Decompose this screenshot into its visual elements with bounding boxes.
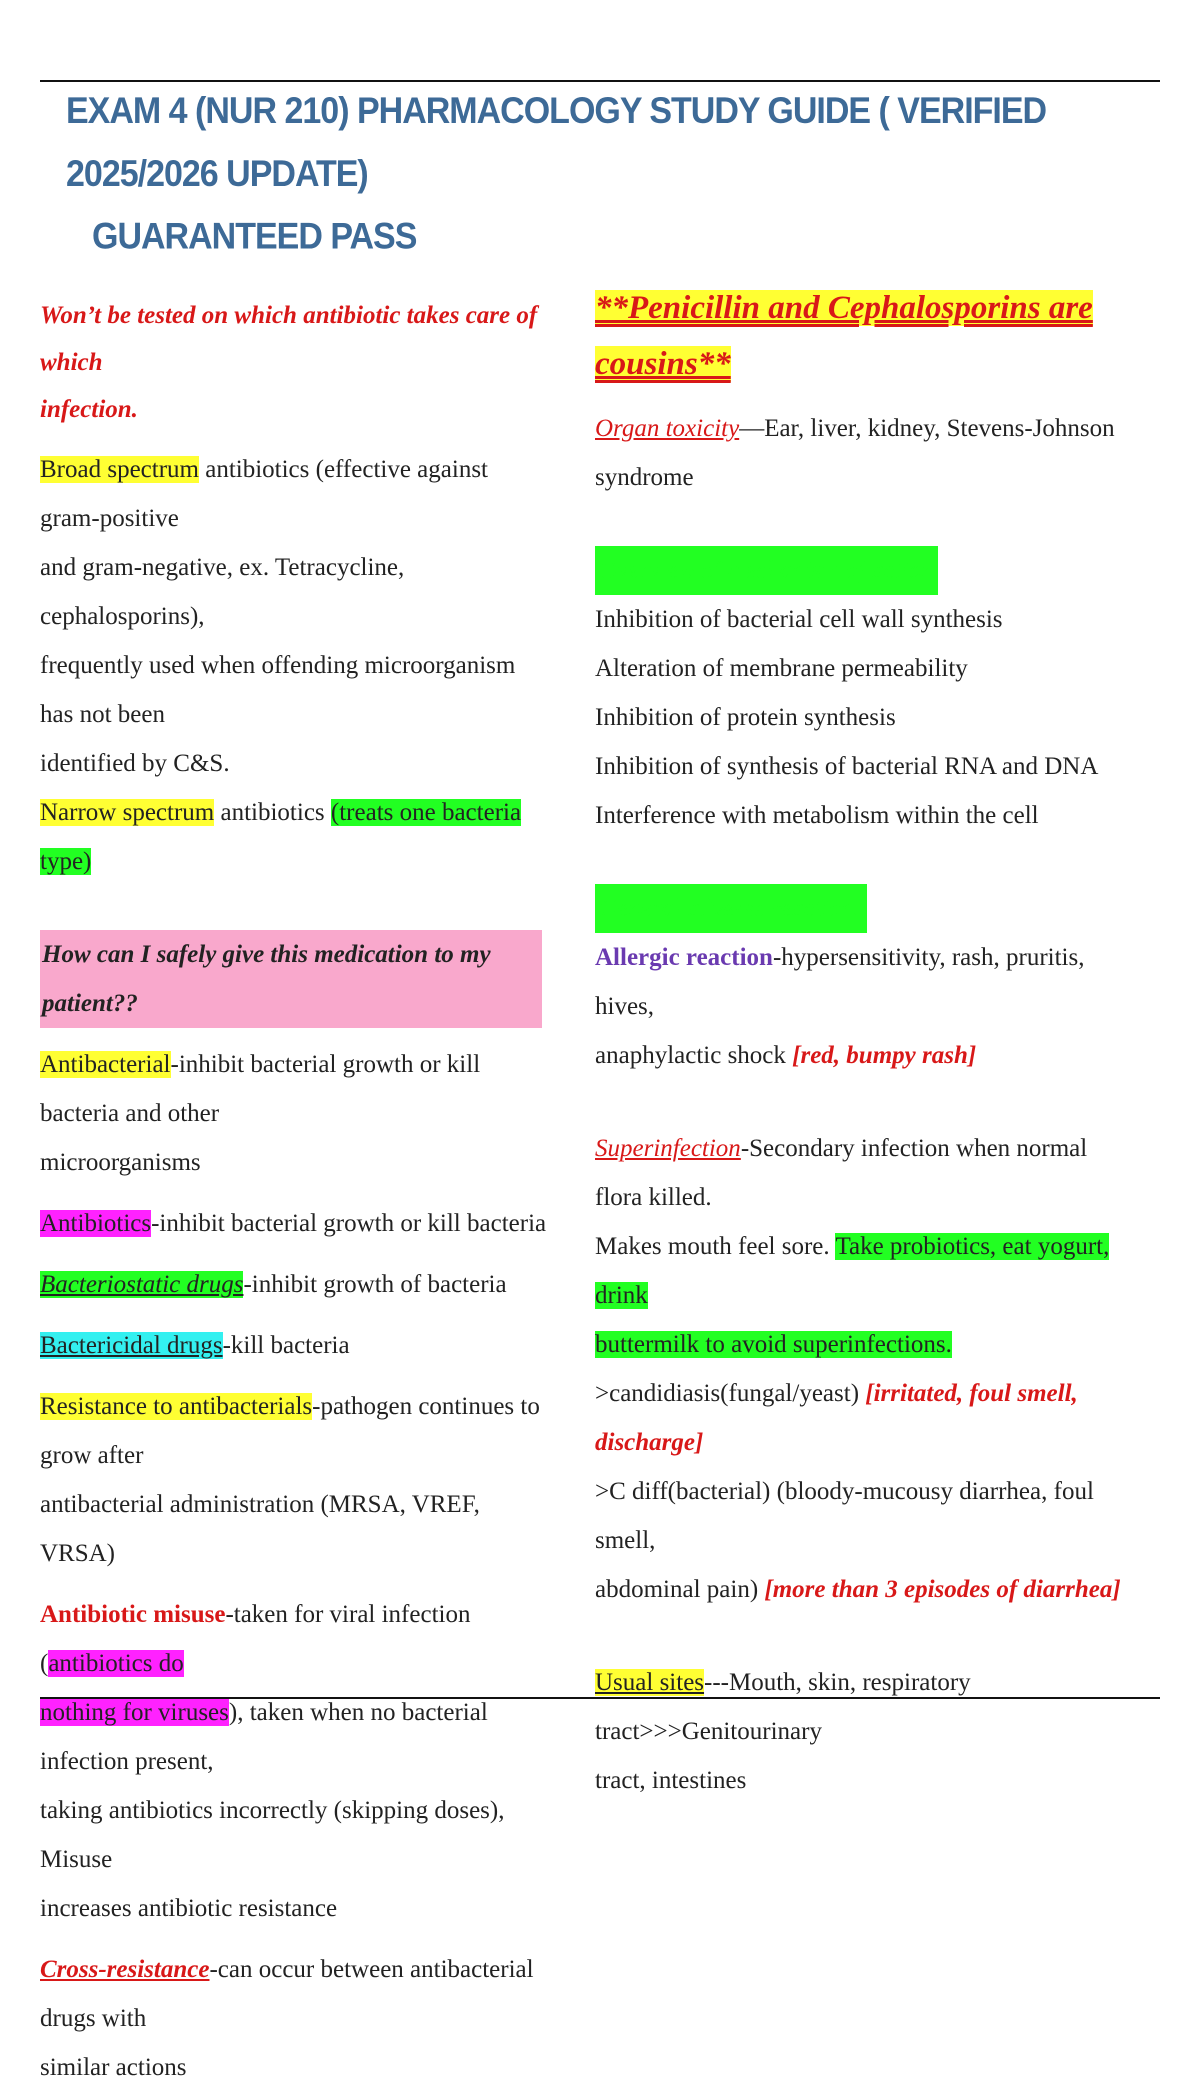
title-line-1: EXAM 4 (NUR 210) PHARMACOLOGY STUDY GUIDE ( VERIFIED 2025/2026 UPDATE) bbox=[66, 90, 1047, 195]
right-column bbox=[595, 280, 1125, 1805]
usual-line-2: tract, intestines bbox=[595, 1767, 747, 1794]
left-column bbox=[40, 292, 550, 2092]
safety-question bbox=[40, 930, 550, 1028]
allergic-line-1: -hypersensitivity, rash, pruritis, hives, bbox=[595, 944, 1085, 1020]
candida-note: [irritated, foul smell, discharge] bbox=[595, 1380, 1078, 1456]
mechanism-item: Inhibition of bacterial cell wall synthesis bbox=[595, 606, 1003, 633]
antibacterial-line-1: -inhibit bacterial growth or kill bacteria and other bbox=[40, 1051, 481, 1127]
organ-toxicity-term: Organ toxicity bbox=[595, 415, 740, 442]
mechanism-heading-text: Overview of mechanism of action bbox=[595, 546, 938, 595]
super-note-1: Take probiotics, eat yogurt, drink bbox=[595, 1233, 1110, 1309]
resistance-line-2: antibacterial administration (MRSA, VREF, VRSA) bbox=[40, 1491, 480, 1567]
allergic-line-2: anaphylactic shock bbox=[595, 1042, 793, 1069]
resistance-line-1: -pathogen continues to grow after bbox=[40, 1393, 540, 1469]
misuse-line-3: taking antibiotics incorrectly (skipping doses), Misuse bbox=[40, 1797, 505, 1873]
cross-line-2: similar actions bbox=[40, 2054, 187, 2081]
bacteriostatic-def bbox=[40, 1260, 550, 1309]
antibiotics-term: Antibiotics bbox=[40, 1210, 152, 1237]
misuse-def bbox=[40, 1590, 550, 1933]
cdiff-note: [more than 3 episodes of diarrhea] bbox=[764, 1576, 1121, 1603]
allergic-reaction bbox=[595, 933, 1125, 1080]
bactericidal-term: Bactericidal drugs bbox=[40, 1332, 223, 1359]
misuse-note-2: nothing for viruses bbox=[40, 1699, 229, 1726]
allergic-note: [red, bumpy rash] bbox=[792, 1042, 977, 1069]
cross-resistance-def bbox=[40, 1945, 550, 2092]
misuse-note-1: antibiotics do bbox=[48, 1650, 184, 1677]
intro-line-1: Won’t be tested on which antibiotic takes care of which bbox=[40, 302, 538, 376]
bottom-rule bbox=[40, 1697, 1160, 1699]
organ-toxicity-text: —Ear, liver, kidney, Stevens-Johnson syndrome bbox=[595, 415, 1115, 491]
misuse-text-2: ), taken when no bacterial infection present, bbox=[40, 1699, 488, 1775]
broad-line-2: and gram-negative, ex. Tetracycline, cephalosporins), bbox=[40, 554, 405, 630]
misuse-term: Antibiotic misuse bbox=[40, 1601, 226, 1628]
page-title bbox=[66, 80, 1146, 268]
broad-spectrum-term: Broad spectrum bbox=[40, 456, 199, 483]
mechanism-list bbox=[595, 595, 1125, 840]
usual-sites bbox=[595, 1658, 1125, 1805]
candida-text: >candidiasis(fungal/yeast) bbox=[595, 1380, 866, 1407]
narrow-note: (treats one bacteria type) bbox=[40, 799, 522, 875]
allergic-term: Allergic reaction bbox=[595, 944, 773, 971]
mechanism-heading bbox=[595, 546, 1125, 595]
title-line-2: GUARANTEED PASS bbox=[92, 216, 417, 258]
mechanism-item: Interference with metabolism within the cell bbox=[595, 802, 1039, 829]
resistance-def bbox=[40, 1382, 550, 1578]
super-line-2: Makes mouth feel sore. bbox=[595, 1233, 836, 1260]
super-note-2: buttermilk to avoid superinfections. bbox=[595, 1331, 952, 1358]
narrow-text: antibiotics bbox=[214, 799, 331, 826]
antibiotics-def bbox=[40, 1199, 550, 1248]
broad-line-4: identified by C&S. bbox=[40, 750, 230, 777]
bacteriostatic-term: Bacteriostatic drugs bbox=[40, 1271, 244, 1298]
adverse-heading bbox=[595, 884, 1125, 933]
super-line-1: -Secondary infection when normal flora killed. bbox=[595, 1135, 1088, 1211]
adverse-heading-text: General adverse reactions bbox=[595, 884, 867, 933]
usual-sites-term: Usual sites bbox=[595, 1669, 705, 1696]
broad-line-3: frequently used when offending microorganism has not been bbox=[40, 652, 516, 728]
broad-spectrum-paragraph bbox=[40, 445, 550, 886]
usual-line-1: ---Mouth, skin, respiratory tract>>>Genitourinary bbox=[595, 1669, 971, 1745]
cousins-banner bbox=[595, 280, 1125, 392]
misuse-line-4: increases antibiotic resistance bbox=[40, 1895, 338, 1922]
safety-question-text: How can I safely give this medication to my patient?? bbox=[40, 930, 542, 1028]
narrow-spectrum-term: Narrow spectrum bbox=[40, 799, 215, 826]
bacteriostatic-text: -inhibit growth of bacteria bbox=[243, 1271, 507, 1298]
misuse-text-1: -taken for viral infection ( bbox=[40, 1601, 471, 1677]
bactericidal-def bbox=[40, 1321, 550, 1370]
antibacterial-term: Antibacterial bbox=[40, 1051, 171, 1078]
mechanism-item: Alteration of membrane permeability bbox=[595, 655, 968, 682]
superinfection bbox=[595, 1124, 1125, 1614]
cdiff-line-2: abdominal pain) bbox=[595, 1576, 765, 1603]
bactericidal-text: -kill bacteria bbox=[222, 1332, 350, 1359]
broad-line-1: antibiotics (effective against gram-positive bbox=[40, 456, 488, 532]
cousins-text: **Penicillin and Cephalosporins are cousins** bbox=[595, 290, 1093, 382]
organ-toxicity bbox=[595, 404, 1125, 502]
superinfection-term: Superinfection bbox=[595, 1135, 741, 1162]
antibiotics-text: -inhibit bacterial growth or kill bacteria bbox=[151, 1210, 547, 1237]
cross-line-1: -can occur between antibacterial drugs with bbox=[40, 1956, 534, 2032]
mechanism-item: Inhibition of protein synthesis bbox=[595, 704, 896, 731]
cdiff-line-1: >C diff(bacterial) (bloody-mucousy diarrhea, foul smell, bbox=[595, 1478, 1094, 1554]
cross-resistance-term: Cross-resistance bbox=[40, 1956, 210, 1983]
antibacterial-line-2: microorganisms bbox=[40, 1149, 201, 1176]
resistance-term: Resistance to antibacterials bbox=[40, 1393, 313, 1420]
intro-note bbox=[40, 292, 550, 433]
mechanism-item: Inhibition of synthesis of bacterial RNA and DNA bbox=[595, 753, 1099, 780]
intro-line-2: infection. bbox=[40, 396, 138, 423]
antibacterial-def bbox=[40, 1040, 550, 1187]
